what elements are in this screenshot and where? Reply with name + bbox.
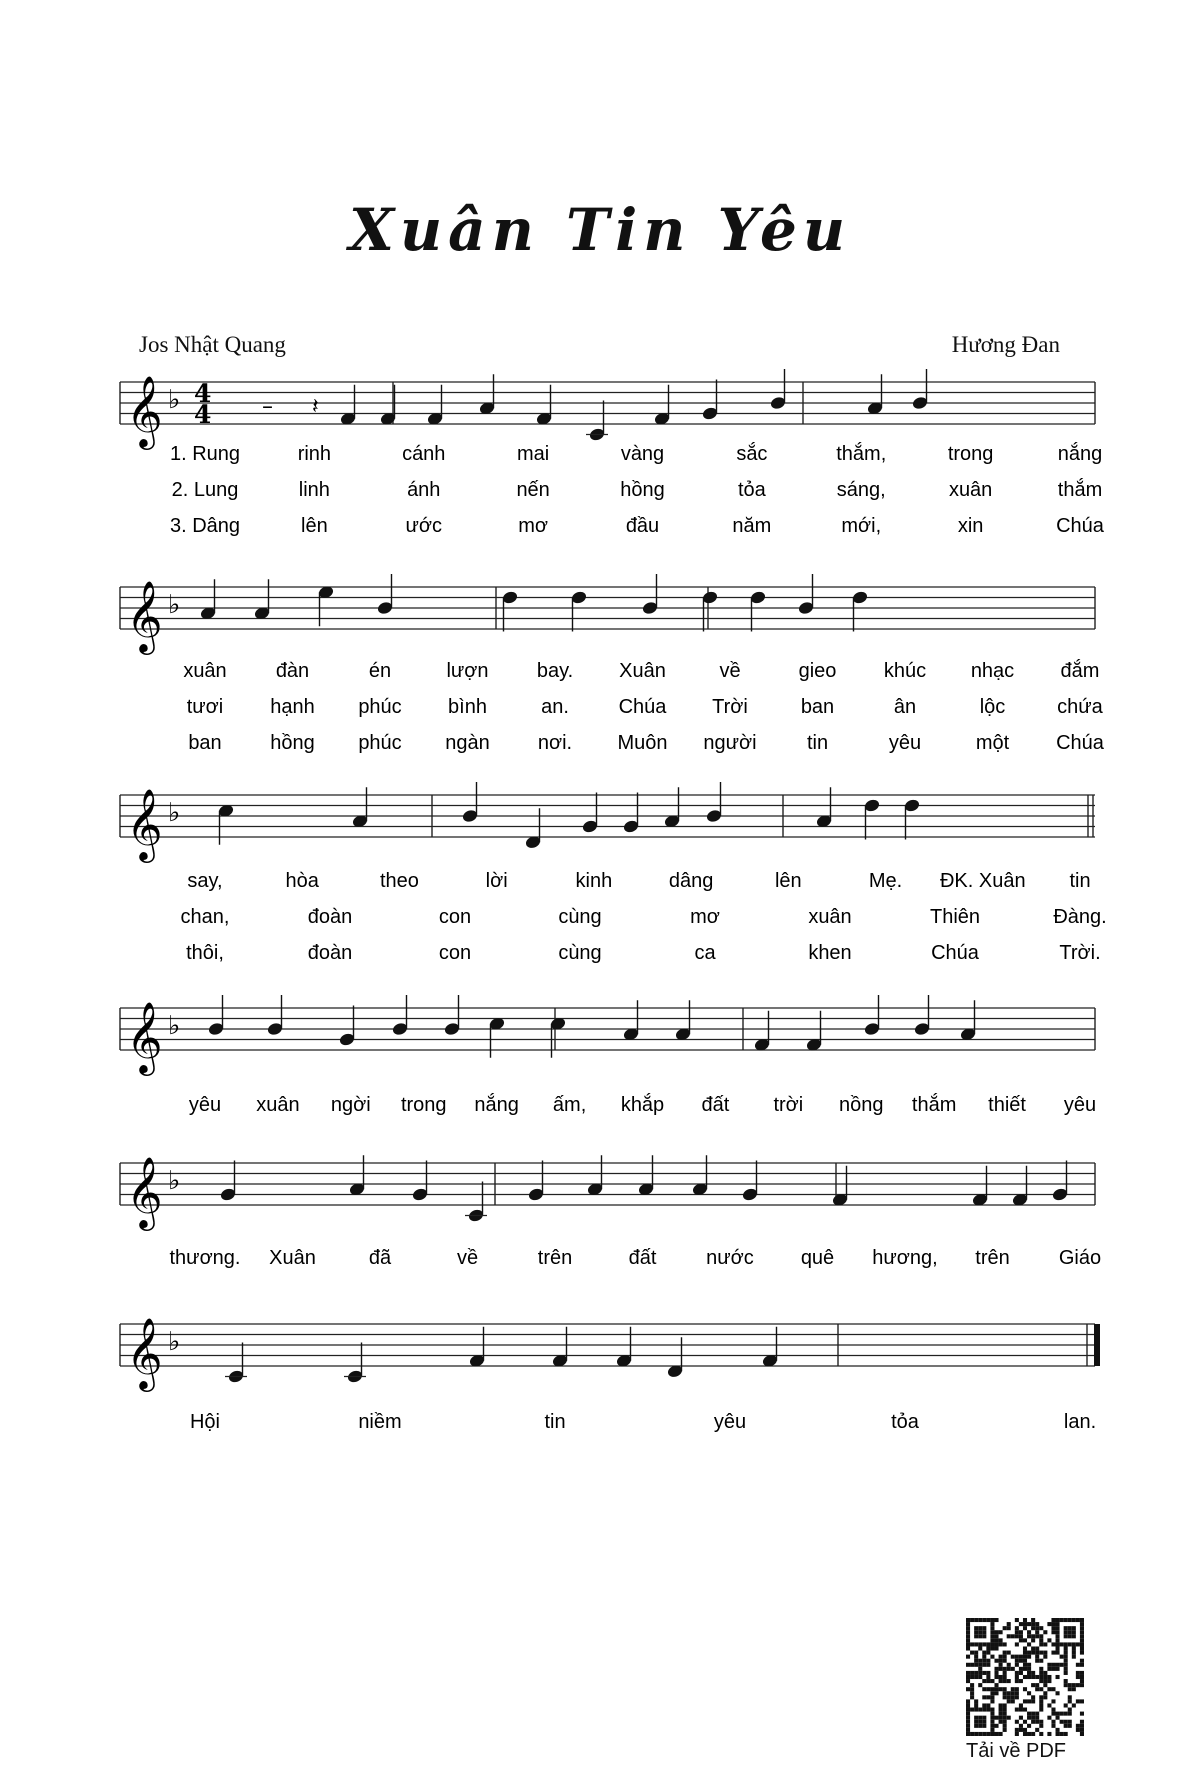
lyric-syllable: phúc (358, 732, 402, 754)
lyric-syllable: Chúa (931, 942, 979, 964)
lyric-syllable: mơ (690, 906, 720, 928)
lyric-syllable: trời (773, 1094, 804, 1116)
staff-system (120, 782, 1107, 964)
lyric-syllable: 3. Dâng (169, 515, 241, 537)
lyric-syllable: khắp (620, 1094, 665, 1116)
staff-system (120, 574, 1105, 754)
lyric-syllable: rinh (297, 443, 332, 465)
lyric-syllable: tươi (186, 696, 224, 718)
lyric-syllable: tin (544, 1411, 566, 1433)
lyric-syllable: lên (301, 515, 328, 537)
lyric-syllable: dâng (668, 870, 714, 892)
lyric-syllable: hồng (270, 732, 315, 754)
lyric-syllable: đắm (1060, 660, 1100, 682)
lyric-syllable: trong (400, 1094, 447, 1116)
lyric-syllable: cánh (402, 443, 446, 465)
lyric-syllable: thương. (169, 1247, 241, 1269)
lyric-syllable: khen (808, 942, 852, 964)
lyric-syllable: cùng (558, 906, 602, 928)
lyric-syllable: yêu (713, 1411, 747, 1433)
lyric-syllable: nước (706, 1247, 754, 1269)
lyric-syllable: Trời (712, 696, 748, 718)
staff-system (120, 995, 1096, 1116)
lyric-syllable: yêu (888, 732, 922, 754)
lyricist-credit: Jos Nhật Quang (139, 332, 286, 357)
staff-system (120, 1155, 1101, 1269)
lyric-syllable: cùng (558, 942, 602, 964)
lyric-syllable: chan, (180, 906, 230, 928)
lyric-syllable: Thiên (929, 906, 981, 928)
lyric-syllable: niềm (358, 1411, 402, 1433)
lyric-syllable: mới, (841, 515, 882, 537)
lyric-syllable: Giáo (1058, 1247, 1102, 1269)
lyric-syllable: mơ (518, 515, 549, 537)
lyric-syllable: Xuân (269, 1247, 316, 1269)
lyric-syllable: lời (485, 870, 508, 892)
lyric-syllable: Chúa (618, 696, 667, 718)
lyric-syllable: vàng (620, 443, 665, 465)
lyric-syllable: yêu (188, 1094, 222, 1116)
lyric-syllable: con (438, 942, 472, 964)
key-flat-icon: ♭ (168, 1011, 181, 1041)
download-pdf-link[interactable]: Tải về PDF (966, 1740, 1067, 1762)
lyric-syllable: thắm (1057, 479, 1103, 501)
lyric-syllable: trên (975, 1247, 1010, 1269)
treble-clef-icon: 𝄞 (126, 787, 163, 860)
lyric-syllable: Trời. (1059, 942, 1101, 964)
lyric-syllable: 1. Rung (169, 443, 241, 465)
lyric-syllable: con (438, 906, 472, 928)
lyric-syllable: khúc (883, 660, 927, 682)
lyric-syllable: xuân (808, 906, 852, 928)
lyric-syllable: phúc (358, 696, 402, 718)
lyric-syllable: đàn (275, 660, 310, 682)
final-barline (1094, 1324, 1100, 1366)
lyric-syllable: ĐK. Xuân (939, 870, 1026, 892)
lyric-syllable: lan. (1063, 1411, 1097, 1433)
lyric-syllable: đầu (625, 515, 660, 537)
lyric-syllable: ngàn (445, 732, 490, 754)
lyric-syllable: đã (368, 1247, 392, 1269)
lyric-syllable: thiết (988, 1094, 1026, 1116)
lyric-syllable: quê (800, 1247, 835, 1269)
lyric-syllable: Chúa (1056, 732, 1104, 754)
key-flat-icon: ♭ (168, 590, 181, 620)
lyric-syllable: trên (537, 1247, 573, 1269)
staff-system (120, 1316, 1100, 1433)
lyric-syllable: ân (893, 696, 917, 718)
composer-credit: Hương Đan (951, 332, 1060, 357)
lyric-syllable: ấm, (552, 1094, 587, 1116)
lyric-syllable: Xuân (619, 660, 666, 682)
lyric-syllable: ước (405, 515, 443, 537)
lyric-syllable: én (368, 660, 392, 682)
lyric-syllable: nơi. (537, 732, 573, 754)
treble-clef-icon: 𝄞 (126, 1000, 163, 1073)
lyric-syllable: hạnh (270, 696, 315, 718)
lyric-syllable: hương, (872, 1247, 938, 1269)
lyric-syllable: bay. (536, 660, 574, 682)
lyric-syllable: đoàn (307, 906, 353, 928)
lyric-syllable: thắm, (836, 443, 887, 465)
song-title: Xuân Tin Yêu (348, 196, 852, 264)
lyric-syllable: nắng (474, 1094, 519, 1116)
key-flat-icon: ♭ (168, 798, 181, 828)
lyric-syllable: đất (628, 1247, 657, 1269)
lyric-syllable: về (456, 1247, 479, 1269)
lyric-syllable: an. (541, 696, 569, 718)
lyric-syllable: một (975, 732, 1010, 754)
lyric-syllable: người (703, 732, 757, 754)
lyric-syllable: kinh (575, 870, 613, 892)
lyric-syllable: về (719, 660, 741, 682)
key-flat-icon: ♭ (168, 385, 181, 415)
lyric-syllable: ban (800, 696, 835, 718)
lyric-syllable: thắm (911, 1094, 957, 1116)
rest-icon: 𝄽 (312, 394, 319, 420)
lyric-syllable: Đàng. (1053, 906, 1107, 928)
lyric-syllable: hòa (285, 870, 319, 892)
qr-code-icon[interactable] (966, 1618, 1084, 1736)
key-flat-icon: ♭ (168, 1166, 181, 1196)
lyric-syllable: lên (774, 870, 802, 892)
lyric-syllable: lộc (979, 696, 1006, 718)
lyric-syllable: tin (1069, 870, 1091, 892)
lyric-syllable: ban (188, 732, 222, 754)
lyric-syllable: hồng (620, 479, 665, 501)
lyric-syllable: Hội (189, 1411, 221, 1433)
treble-clef-icon: 𝄞 (126, 1155, 163, 1228)
lyric-syllable: linh (298, 479, 330, 501)
lyric-syllable: tin (806, 732, 829, 754)
lyric-syllable: trong (947, 443, 994, 465)
lyric-syllable: tỏa (737, 479, 766, 501)
lyric-syllable: Mẹ. (868, 870, 903, 892)
lyric-syllable: yêu (1063, 1094, 1097, 1116)
lyric-syllable: ca (694, 942, 716, 964)
lyric-syllable: đất (701, 1094, 730, 1116)
lyric-syllable: nến (516, 479, 550, 501)
time-signature-bottom: 4 (194, 400, 212, 429)
lyric-syllable: xin (957, 515, 984, 537)
treble-clef-icon: 𝄞 (126, 1316, 163, 1389)
lyric-syllable: lượn (446, 660, 489, 682)
lyric-syllable: sáng, (836, 479, 886, 501)
lyric-syllable: nắng (1057, 443, 1103, 465)
lyric-syllable: ngời (330, 1094, 371, 1116)
lyric-syllable: ánh (407, 479, 441, 501)
lyric-syllable: nhạc (970, 660, 1015, 682)
treble-clef-icon: 𝄞 (126, 579, 163, 652)
lyric-syllable: xuân (256, 1094, 300, 1116)
lyric-syllable: Muôn (617, 732, 668, 754)
lyric-syllable: mai (517, 443, 550, 465)
lyric-syllable: 2. Lung (171, 479, 239, 501)
lyric-syllable: thôi, (186, 942, 224, 964)
rest-icon: – (262, 394, 273, 420)
treble-clef-icon: 𝄞 (126, 374, 163, 447)
key-flat-icon: ♭ (168, 1327, 181, 1357)
lyric-syllable: gieo (798, 660, 837, 682)
lyric-syllable: năm (732, 515, 772, 537)
lyric-syllable: nồng (839, 1094, 884, 1116)
lyric-syllable: xuân (183, 660, 227, 682)
lyric-syllable: xuân (948, 479, 993, 501)
lyric-syllable: sắc (736, 443, 768, 465)
lyric-syllable: theo (379, 870, 419, 892)
lyric-syllable: đoàn (307, 942, 353, 964)
lyric-syllable: bình (448, 696, 487, 718)
lyric-syllable: chứa (1057, 696, 1103, 718)
time-signature-top: 4 (194, 379, 212, 408)
lyric-syllable: tỏa (891, 1411, 919, 1433)
lyric-syllable: say, (187, 870, 223, 892)
lyric-syllable: Chúa (1056, 515, 1104, 537)
